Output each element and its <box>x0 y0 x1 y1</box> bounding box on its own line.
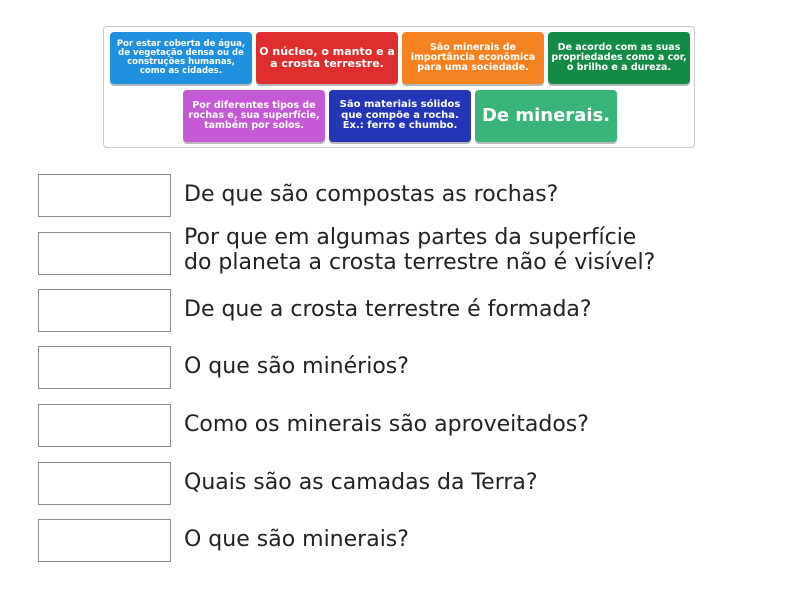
answer-tile-7-label: De minerais. <box>481 104 611 126</box>
answer-tile-5[interactable] <box>183 90 325 142</box>
question-row-6 <box>38 462 778 506</box>
answer-drop-zone-7[interactable] <box>38 519 171 562</box>
answer-tile-1-label: Por estar coberta de água, de vegetação densa ou de construções humanas, como as cidades. <box>116 39 246 76</box>
answer-drop-zone-2[interactable] <box>38 232 171 275</box>
question-text-6: Quais são as camadas da Terra? <box>184 470 538 495</box>
question-row-3 <box>38 289 778 333</box>
question-row-1 <box>38 174 778 218</box>
answer-tile-3[interactable] <box>402 32 544 84</box>
answer-tile-6[interactable] <box>329 90 471 142</box>
question-text-7: O que são minerais? <box>184 527 409 552</box>
question-text-4: O que são minérios? <box>184 354 409 379</box>
question-text-3: De que a crosta terrestre é formada? <box>184 297 592 322</box>
question-text-1: De que são compostas as rochas? <box>184 182 559 207</box>
question-text-5: Como os minerais são aproveitados? <box>184 412 589 437</box>
question-row-7 <box>38 519 778 563</box>
answer-drop-zone-6[interactable] <box>38 462 171 505</box>
answer-drop-zone-5[interactable] <box>38 404 171 447</box>
answer-drop-zone-4[interactable] <box>38 346 171 389</box>
answer-tile-2[interactable] <box>256 32 398 84</box>
question-row-5 <box>38 404 778 448</box>
answer-drop-zone-1[interactable] <box>38 174 171 217</box>
question-row-4 <box>38 346 778 390</box>
answer-tile-1[interactable] <box>110 32 252 84</box>
question-text-2 <box>184 225 655 275</box>
answer-tile-4[interactable] <box>548 32 690 84</box>
answer-tile-3-label: São minerais de importância econômica para uma sociedade. <box>410 42 536 73</box>
answer-tile-7[interactable] <box>475 90 617 142</box>
answer-tile-6-label: São materiais sólidos que compõe a rocha. Ex.: ferro e chumbo. <box>339 99 461 132</box>
answer-drop-zone-3[interactable] <box>38 289 171 332</box>
answer-tile-4-label: De acordo com as suas propriedades como a cor, o brilho e a dureza. <box>551 42 687 73</box>
answer-tile-5-label: Por diferentes tipos de rochas e, sua superfície, também por solos. <box>188 100 320 131</box>
question-text-2-line-1: Por que em algumas partes da superfície <box>184 225 637 250</box>
question-text-2-line-2: do planeta a crosta terrestre não é visível? <box>184 250 656 275</box>
answer-tile-2-label: O núcleo, o manto e a a crosta terrestre. <box>259 45 395 70</box>
question-row-2 <box>38 225 778 281</box>
